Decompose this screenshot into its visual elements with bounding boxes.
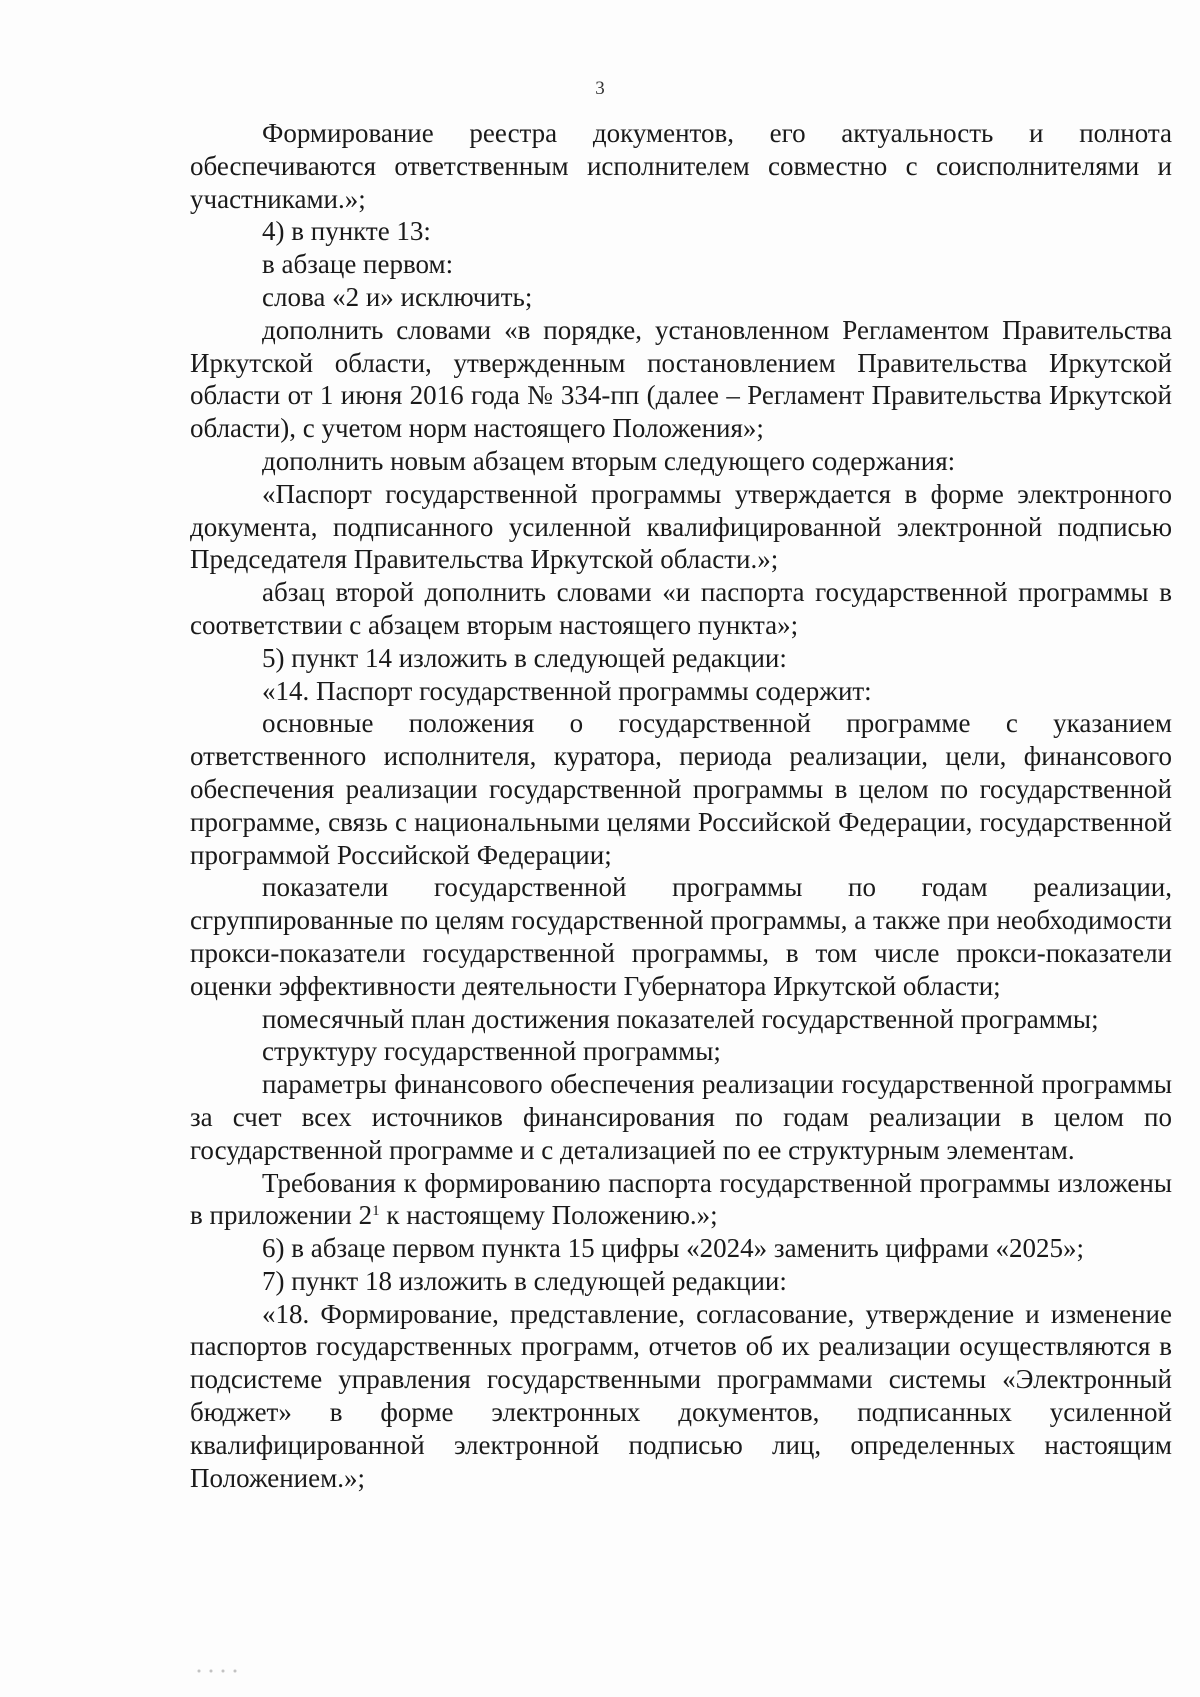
paragraph: помесячный план достижения показателей государственной программы; [262, 1003, 1099, 1034]
paragraph-text-before: Требования к формированию паспорта государственной программы изложены в приложении 2 [190, 1167, 1172, 1231]
superscript: 1 [372, 1203, 380, 1220]
paragraph: 5) пункт 14 изложить в следующей редакции: [262, 642, 787, 673]
paragraph: «14. Паспорт государственной программы содержит: [262, 675, 872, 706]
paragraph: 7) пункт 18 изложить в следующей редакции: [262, 1265, 787, 1296]
paragraph-with-superscript [190, 1167, 1172, 1233]
paragraph: в абзаце первом: [262, 249, 454, 280]
paragraph: структуру государственной программы; [262, 1036, 721, 1067]
paragraph: дополнить новым абзацем вторым следующего содержания: [262, 445, 956, 476]
paragraph: 4) в пункте 13: [262, 216, 431, 247]
paragraph: абзац второй дополнить словами «и паспорта государственной программы в соответствии с абзацем вторым настоящего пункта»; [190, 577, 1172, 640]
scan-artifact [193, 1668, 243, 1674]
paragraph: слова «2 и» исключить; [262, 281, 533, 312]
paragraph: показатели государственной программы по годам реализации, сгруппированные по целям государственной программы, а также при необходимости прокси-показатели государственной программы, в том числе прокси-показатели оценки эффективности деятельности Губернатора Иркутской области; [190, 872, 1172, 1001]
document-body [190, 117, 1172, 1494]
paragraph: «18. Формирование, представление, согласование, утверждение и изменение паспортов государственных программ, отчетов об их реализации осуществляются в подсистеме управления государственными программами системы «Электронный бюджет» в форме электронных документов, подписанных усиленной квалифицированной электронной подписью лиц, определенных настоящим Положением.»; [190, 1298, 1172, 1493]
paragraph: основные положения о государственной программе с указанием ответственного исполнителя, куратора, периода реализации, цели, финансового обеспечения реализации государственной программы в целом по государственной программе, связь с национальными целями Российской Федерации, государственной программой Российской Федерации; [190, 708, 1172, 870]
page-number: 3 [595, 78, 605, 99]
paragraph-text-after: к настоящему Положению.»; [379, 1200, 718, 1231]
paragraph: 6) в абзаце первом пункта 15 цифры «2024» заменить цифрами «2025»; [262, 1233, 1085, 1264]
paragraph: Формирование реестра документов, его актуальность и полнота обеспечиваются ответственным исполнителем совместно с соисполнителями и участниками.»; [190, 118, 1172, 214]
paragraph: параметры финансового обеспечения реализации государственной программы за счет всех источников финансирования по годам реализации в целом по государственной программе и с детализацией по ее структурным элементам. [190, 1069, 1172, 1165]
paragraph: дополнить словами «в порядке, установленном Регламентом Правительства Иркутской области, утвержденным постановлением Правительства Иркутской области от 1 июня 2016 года № 334-пп (далее – Регламент Правительства Иркутской области), с учетом норм настоящего Положения»; [190, 314, 1172, 444]
paragraph: «Паспорт государственной программы утверждается в форме электронного документа, подписанного усиленной квалифицированной электронной подписью Председателя Правительства Иркутской области.»; [190, 478, 1172, 575]
